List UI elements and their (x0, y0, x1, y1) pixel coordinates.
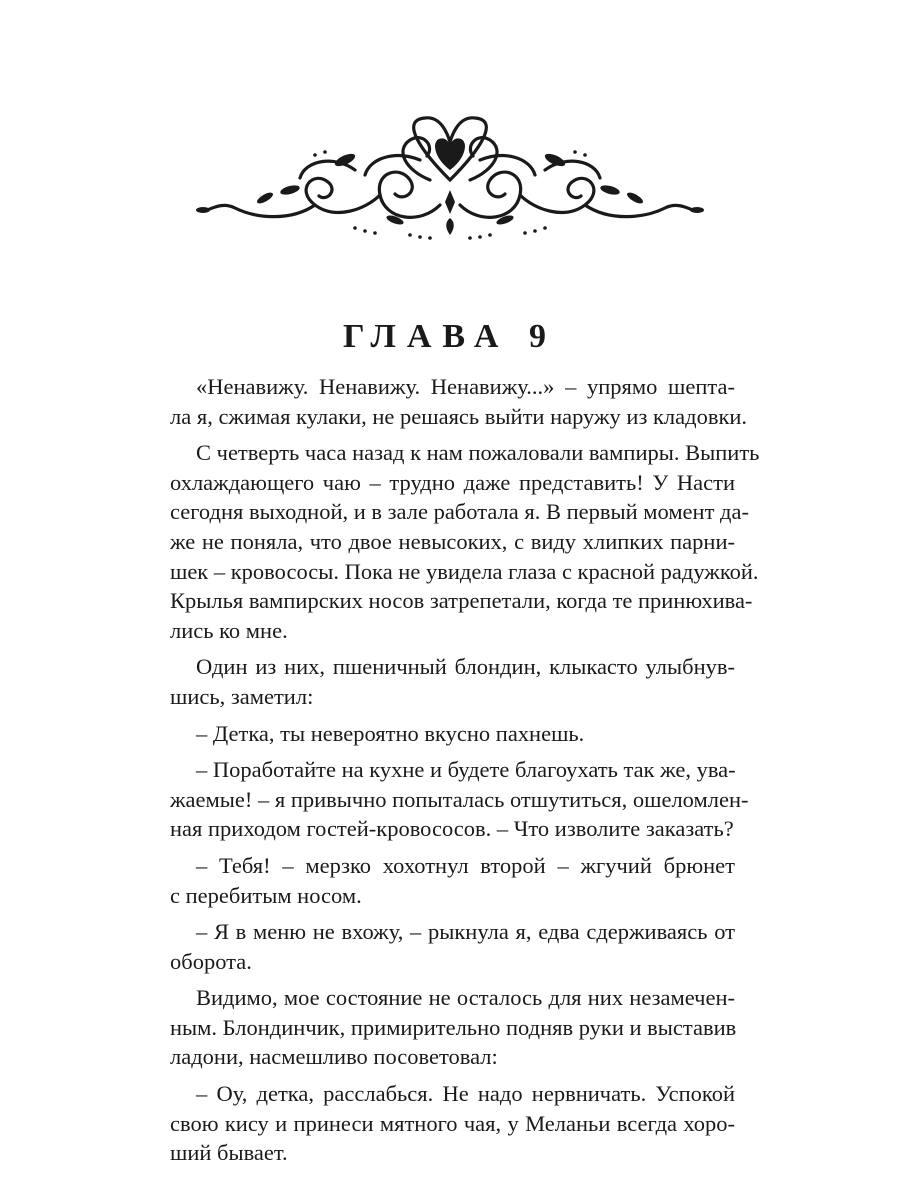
text-line: – Оу, детка, расслабься. Не надо нервничать. Успокой (196, 1081, 735, 1107)
text-line: шек – кровососы. Пока не увидела глаза с красной радужкой. (170, 558, 759, 584)
text-line: ший бывает. (170, 1140, 288, 1166)
text-line: шись, заметил: (170, 683, 314, 709)
text-line: оборота. (170, 948, 252, 974)
text-line: свою кису и принеси мятного чая, у Меланьи всегда хоро- (170, 1110, 735, 1136)
text-line: «Ненавижу. Ненавижу. Ненавижу...» – упрямо шепта- (196, 374, 735, 399)
decorative-ornament-icon (195, 110, 705, 250)
text-line: охлаждающего чаю – трудно даже представить! У Насти (170, 469, 735, 495)
text-line: с перебитым носом. (170, 882, 362, 908)
text-line: С четверть часа назад к нам пожаловали вампиры. Выпить (196, 440, 760, 466)
text-line: жаемые! – я привычно попыталась отшутиться, ошеломлен- (170, 786, 749, 812)
body-text (170, 372, 760, 1168)
text-line: – Поработайте на кухне и будете благоухать так же, ува- (196, 757, 736, 783)
text-line: ла я, сжимая кулаки, не решаясь выйти наружу из кладовки. (170, 403, 748, 429)
text-line: ная приходом гостей-кровососов. – Что изволите заказать? (170, 816, 734, 842)
text-line: Крылья вампирских носов затрепетали, когда те принюхива- (170, 588, 753, 614)
text-line: – Тебя! – мерзко хохотнул второй – жгучий брюнет (196, 852, 735, 878)
text-line: лись ко мне. (170, 617, 288, 643)
text-line: Один из них, пшеничный блондин, клыкасто улыбнув- (196, 654, 735, 680)
text-line: – Я в меню не вхожу, – рыкнула я, едва сдерживаясь от (196, 919, 735, 945)
text-line: Видимо, мое состояние не осталось для них незамечен- (196, 985, 735, 1011)
text-line: ным. Блондинчик, примирительно подняв руки и выставив (170, 1014, 737, 1040)
text-line: – Детка, ты невероятно вкусно пахнешь. (196, 720, 585, 746)
chapter-title: ГЛАВА 9 (343, 318, 557, 355)
text-line: ладони, насмешливо посоветовал: (170, 1044, 498, 1070)
text-line: сегодня выходной, и в зале работала я. В первый момент да- (170, 499, 749, 525)
text-line: же не поняла, что двое невысоких, с виду хлипких парни- (170, 528, 735, 554)
